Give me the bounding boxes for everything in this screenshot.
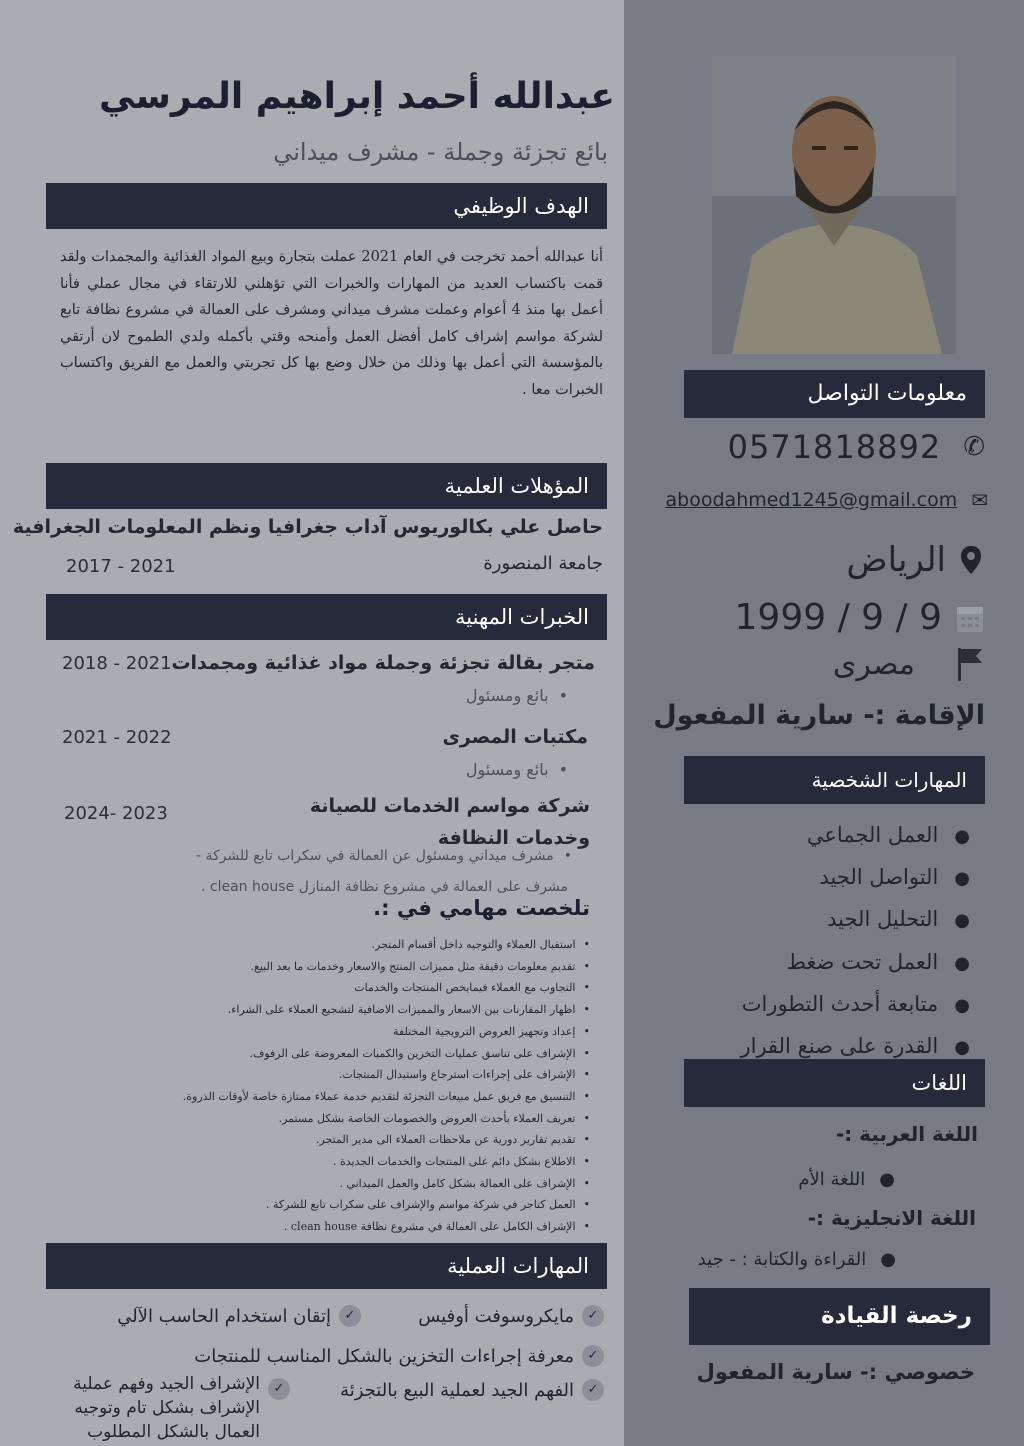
contact-heading: معلومات التواصل [807,381,967,406]
residence: الإقامة :- سارية المفعول [653,700,985,731]
experience-heading-bar [46,594,607,640]
calendar-icon [956,603,984,633]
job-title: شركة مواسم الخدمات للصيانة وخدمات النظافة [309,795,590,849]
task-item: • اظهار المقارنات بين الاسعار والمميزات الاضافية لتشجيع العملاء على الشراء. [60,999,590,1021]
personal-skill-item: ●التواصل الجيد [819,865,970,890]
task-item: • تقديم تقارير دورية عن ملاحظات العملاء الى مدير المتجر. [60,1129,590,1151]
personal-skills-heading: المهارات الشخصية [811,768,967,792]
job-title: متجر بقالة تجزئة وجملة مواد غذائية ومجمدات [171,652,595,674]
city-row [700,540,982,580]
job-years: 2018 - 2021 [62,653,172,674]
task-item: • الإشراف على تناسق عمليات التخزين والكميات المعروضة على الرفوف. [60,1043,590,1065]
job-bullet: •مشرف ميداني ومسئول عن العمالة في سكراب تابع للشركة - [196,848,572,864]
job-bullet: •بائع ومسئول [465,686,568,705]
phone-number: 0571818892 [727,428,942,466]
personal-skill-item: ●التحليل الجيد [827,907,970,932]
checkmark-icon: ✓ [582,1379,604,1401]
checkmark-icon: ✓ [582,1345,604,1367]
checkmark-icon: ✓ [339,1305,361,1327]
tasks-heading: تلخصت مهامي في :. [373,896,590,920]
job-years: 2024- 2023 [64,803,168,824]
city: الرياض [846,540,946,580]
task-item: • الإشراف الكامل على العمالة في مشروع نظافة clean house . [60,1216,590,1238]
license-text: خصوصي :- سارية المفعول [696,1360,975,1384]
education-heading-bar [46,463,607,509]
languages-heading-bar [684,1059,985,1107]
license-heading-bar [689,1288,990,1345]
task-item: • الاطلاع بشكل دائم على المنتجات والخدمات الجديدة . [60,1151,590,1173]
task-item: • استقبال العملاء والتوجيه داخل أقسام المتجر. [60,934,590,956]
task-item: • الإشراف على العمالة بشكل كامل والعمل الميداني . [60,1173,590,1195]
task-item: • العمل كتاجر في شركة مواسم والإشراف على سكراب تابع للشركة . [60,1194,590,1216]
location-pin-icon [960,545,982,575]
nationality-row [700,646,983,682]
personal-skill-item: ●القدرة على صنع القرار [740,1034,970,1059]
birthdate-row [700,597,984,638]
objective-heading: الهدف الوظيفي [453,194,589,218]
phone-row [640,428,985,466]
candidate-title: بائع تجزئة وجملة - مشرف ميداني [273,138,608,166]
skill-item: ✓ معرفة إجراءات التخزين بالشكل المناسب للمنتجات [194,1345,604,1367]
objective-text: أنا عبدالله أحمد تخرجت في العام 2021 عملت بتجارة وبيع المواد الغذائية والمجمدات ولقد قمت باكتساب العديد من المهارات والخبرات التي تؤهلني للارتقاء في مجال عملي فأنا أعمل بها منذ 4 أعوام وعملت مشرف ميداني ومشرف على العمالة في مشروع نظافة تابع لشركة مواسم إشراف كامل أفضل العمل وأمنحه وقتي بأكمله ولدي الطموح لان أرتقي بالمؤسسة التي أعمل بها وذلك من خلال وضع بها كل تجربتي والعمل مع الفريق واكتساب الخبرات معا . [60,249,604,398]
task-item: • التنسيق مع فريق عمل مبيعات التجزئة لتقديم خدمة عملاء ممتازة خاصة لأوقات الذروة. [60,1086,590,1108]
personal-skills-heading-bar [684,756,985,804]
flag-icon [957,646,983,682]
objective-heading-bar [46,183,607,229]
personal-skills-list [690,815,970,1068]
arabic-level: ●اللغة الأم [798,1169,895,1190]
task-item: • إعداد وتجهيز العروض الترويجية المختلفة [60,1021,590,1043]
arabic-label: اللغة العربية :- [835,1122,978,1146]
profile-photo [712,56,956,354]
practical-skills-heading-bar [46,1243,607,1289]
candidate-name: عبدالله أحمد إبراهيم المرسي [99,76,615,117]
languages-heading: اللغات [911,1071,967,1095]
nationality: مصرى [832,646,915,682]
personal-skill-item: ●متابعة أحدث التطورات [741,991,970,1016]
job-bullet: مشرف على العمالة في مشروع نظافة المنازل clean house . [200,879,568,895]
personal-skill-item: ●العمل الجماعي [806,823,970,847]
birthdate: 9 / 9 / 1999 [734,597,942,638]
task-item: • الإشراف على إجراءات استرجاع واستبدال المنتجات. [60,1064,590,1086]
education-degree: حاصل علي بكالوريوس آداب جغرافيا ونظم المعلومات الجغرافية [12,516,603,538]
job-bullet: •بائع ومسئول [465,760,568,779]
education-university: جامعة المنصورة [483,553,603,574]
contact-heading-bar [684,370,985,418]
skill-item: ✓ مايكروسوفت أوفيس [418,1305,604,1327]
checkmark-icon: ✓ [582,1305,604,1327]
email-link[interactable]: aboodahmed1245@gmail.com [665,489,958,511]
task-item: • التجاوب مع العملاء فيمايخص المنتجات والخدمات [60,977,590,999]
job-title: مكتبات المصرى [442,726,588,748]
practical-skills-heading: المهارات العملية [447,1254,589,1278]
english-level: ●القراءة والكتابة : - جيد [697,1249,896,1270]
envelope-icon: ✉ [971,488,988,512]
job-years: 2021 - 2022 [62,727,172,748]
email-row[interactable] [636,488,988,512]
checkmark-icon: ✓ [268,1378,290,1400]
skill-item: ✓ إتقان استخدام الحاسب الآلي [117,1305,361,1327]
skill-item: ✓ الإشراف الجيد وفهم عملية الإشراف بشكل تام وتوجيه العمال بالشكل المطلوب [60,1372,290,1444]
english-label: اللغة الانجليزية :- [807,1206,976,1230]
task-item: • تقديم معلومات دقيقة مثل مميزات المنتج والاسعار وخدمات ما بعد البيع. [60,956,590,978]
tasks-list [60,934,590,1238]
personal-skill-item: ●العمل تحت ضغط [786,949,970,974]
task-item: • تعريف العملاء بأحدث العروض والخصومات الخاصة بشكل مستمر. [60,1108,590,1130]
license-heading: رخصة القيادة [821,1303,972,1329]
person-photo-icon [712,56,956,354]
education-heading: المؤهلات العلمية [444,474,589,498]
phone-icon: ✆ [963,432,985,462]
education-years: 2017 - 2021 [66,556,176,577]
experience-heading: الخبرات المهنية [455,605,589,629]
skill-item: ✓ الفهم الجيد لعملية البيع بالتجزئة [340,1379,604,1401]
